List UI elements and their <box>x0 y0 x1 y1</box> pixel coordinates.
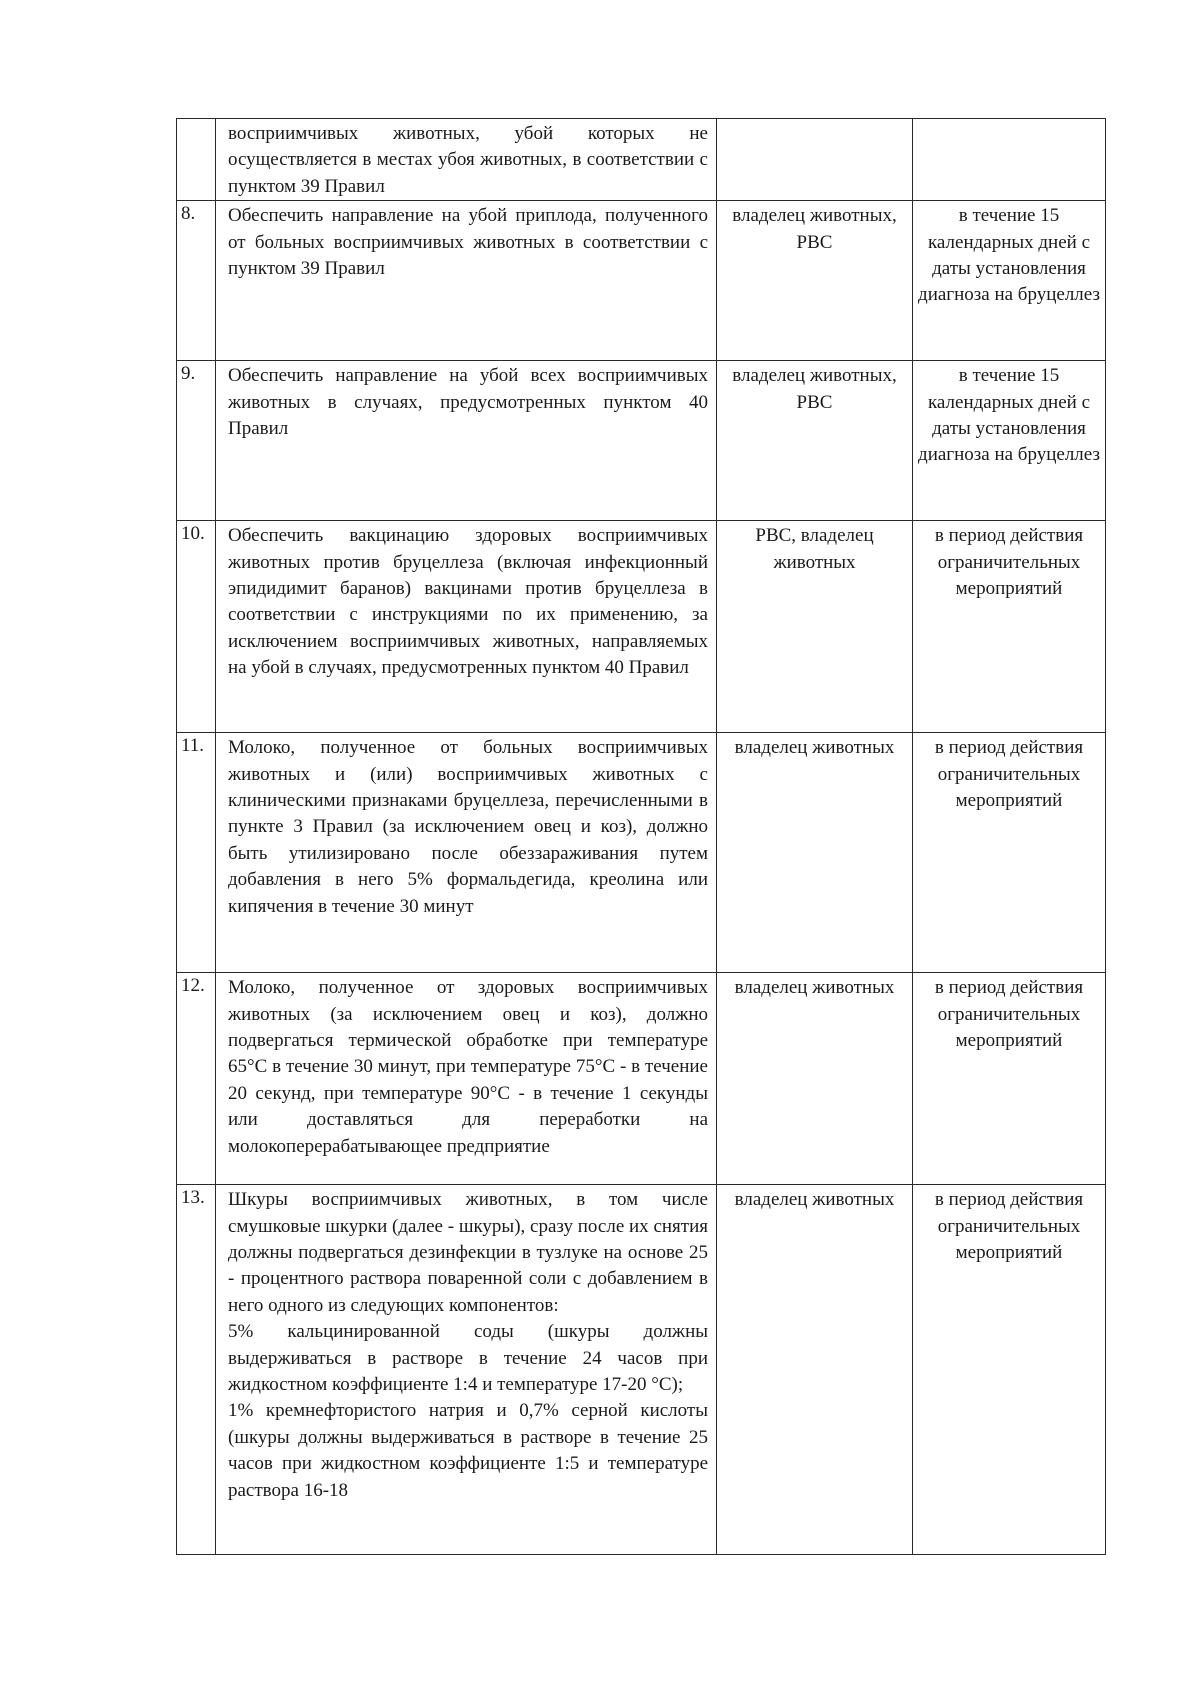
row-number: 9. <box>177 361 216 521</box>
description-text: Обеспечить направление на убой всех восприимчивых животных в случаях, предусмотренных пунктом 40 Правил <box>228 365 708 440</box>
row-number: 12. <box>177 973 216 1185</box>
row-number: 13. <box>177 1185 216 1555</box>
responsible-cell <box>717 973 913 1185</box>
responsible-text: владелец животных <box>734 977 895 999</box>
responsible-text: РВС, владелец животных <box>755 525 874 573</box>
deadline-text: в период действия ограничительных мероприятий <box>934 525 1084 600</box>
table-row <box>177 1185 1106 1555</box>
deadline-cell <box>913 119 1106 201</box>
row-number: 10. <box>177 521 216 733</box>
responsible-text: владелец животных, РВС <box>732 365 897 413</box>
measure-description <box>216 361 717 521</box>
description-text: 5% кальцинированной соды (шкуры должны выдерживаться в растворе в течение 24 часов при жидкостном коэффициенте 1:4 и температуре 17-20 °С); <box>228 1321 708 1396</box>
row-number: 8. <box>177 201 216 361</box>
responsible-cell <box>717 201 913 361</box>
deadline-cell <box>913 361 1106 521</box>
measure-description <box>216 973 717 1185</box>
description-text: Обеспечить вакцинацию здоровых восприимчивых животных против бруцеллеза (включая инфекционный эпидидимит баранов) вакцинами против бруцеллеза в соответствии с инструкциями по их применению, за исключением восприимчивых животных, направляемых на убой в случаях, предусмотренных пунктом 40 Правил <box>228 525 708 679</box>
responsible-cell <box>717 361 913 521</box>
deadline-text: в период действия ограничительных мероприятий <box>934 737 1084 812</box>
deadline-text: в период действия ограничительных мероприятий <box>934 1189 1084 1264</box>
table-row <box>177 361 1106 521</box>
responsible-text: владелец животных <box>734 737 895 759</box>
measure-description <box>216 521 717 733</box>
measure-description <box>216 1185 717 1555</box>
responsible-cell <box>717 119 913 201</box>
table-row <box>177 973 1106 1185</box>
description-text: восприимчивых животных, убой которых не осуществляется в местах убоя животных, в соответствии с пунктом 39 Правил <box>228 123 708 197</box>
deadline-cell <box>913 1185 1106 1555</box>
table-row <box>177 201 1106 361</box>
measure-description <box>216 733 717 973</box>
responsible-cell <box>717 521 913 733</box>
deadline-text: в течение 15 календарных дней с даты установления диагноза на бруцеллез <box>918 365 1100 466</box>
measure-description <box>216 119 717 201</box>
responsible-cell <box>717 1185 913 1555</box>
responsible-text: владелец животных, РВС <box>732 205 897 253</box>
deadline-text: в течение 15 календарных дней с даты установления диагноза на бруцеллез <box>918 205 1100 306</box>
table-row <box>177 119 1106 201</box>
deadline-cell <box>913 733 1106 973</box>
deadline-text: в период действия ограничительных мероприятий <box>934 977 1084 1052</box>
description-text: Обеспечить направление на убой приплода, полученного от больных восприимчивых животных в соответствии с пунктом 39 Правил <box>228 205 708 280</box>
responsible-text: владелец животных <box>734 1189 895 1211</box>
deadline-cell <box>913 973 1106 1185</box>
table-row <box>177 733 1106 973</box>
row-number: 11. <box>177 733 216 973</box>
description-text: 1% кремнефтористого натрия и 0,7% серной кислоты (шкуры должны выдерживаться в растворе в течение 25 часов при жидкостном коэффициенте 1:5 и температуре раствора 16-18 <box>228 1400 708 1501</box>
row-number <box>177 119 216 201</box>
deadline-cell <box>913 521 1106 733</box>
document-page <box>176 118 1106 1555</box>
deadline-cell <box>913 201 1106 361</box>
responsible-cell <box>717 733 913 973</box>
description-text: Шкуры восприимчивых животных, в том числе смушковые шкурки (далее - шкуры), сразу после их снятия должны подвергаться дезинфекции в тузлуке на основе 25 - процентного раствора поваренной соли с добавлением в него одного из следующих компонентов: <box>228 1189 708 1316</box>
description-text: Молоко, полученное от здоровых восприимчивых животных (за исключением овец и коз), должно подвергаться термической обработке при температуре 65°С в течение 30 минут, при температуре 75°С - в течение 20 секунд, при температуре 90°С - в течение 1 секунды или доставляться для переработки на молокоперерабатывающее предприятие <box>228 977 708 1157</box>
description-text: Молоко, полученное от больных восприимчивых животных и (или) восприимчивых животных с клиническими признаками бруцеллеза, перечисленными в пункте 3 Правил (за исключением овец и коз), должно быть утилизировано после обеззараживания путем добавления в него 5% формальдегида, креолина или кипячения в течение 30 минут <box>228 737 708 917</box>
table-row <box>177 521 1106 733</box>
measure-description <box>216 201 717 361</box>
measures-table <box>176 118 1106 1555</box>
